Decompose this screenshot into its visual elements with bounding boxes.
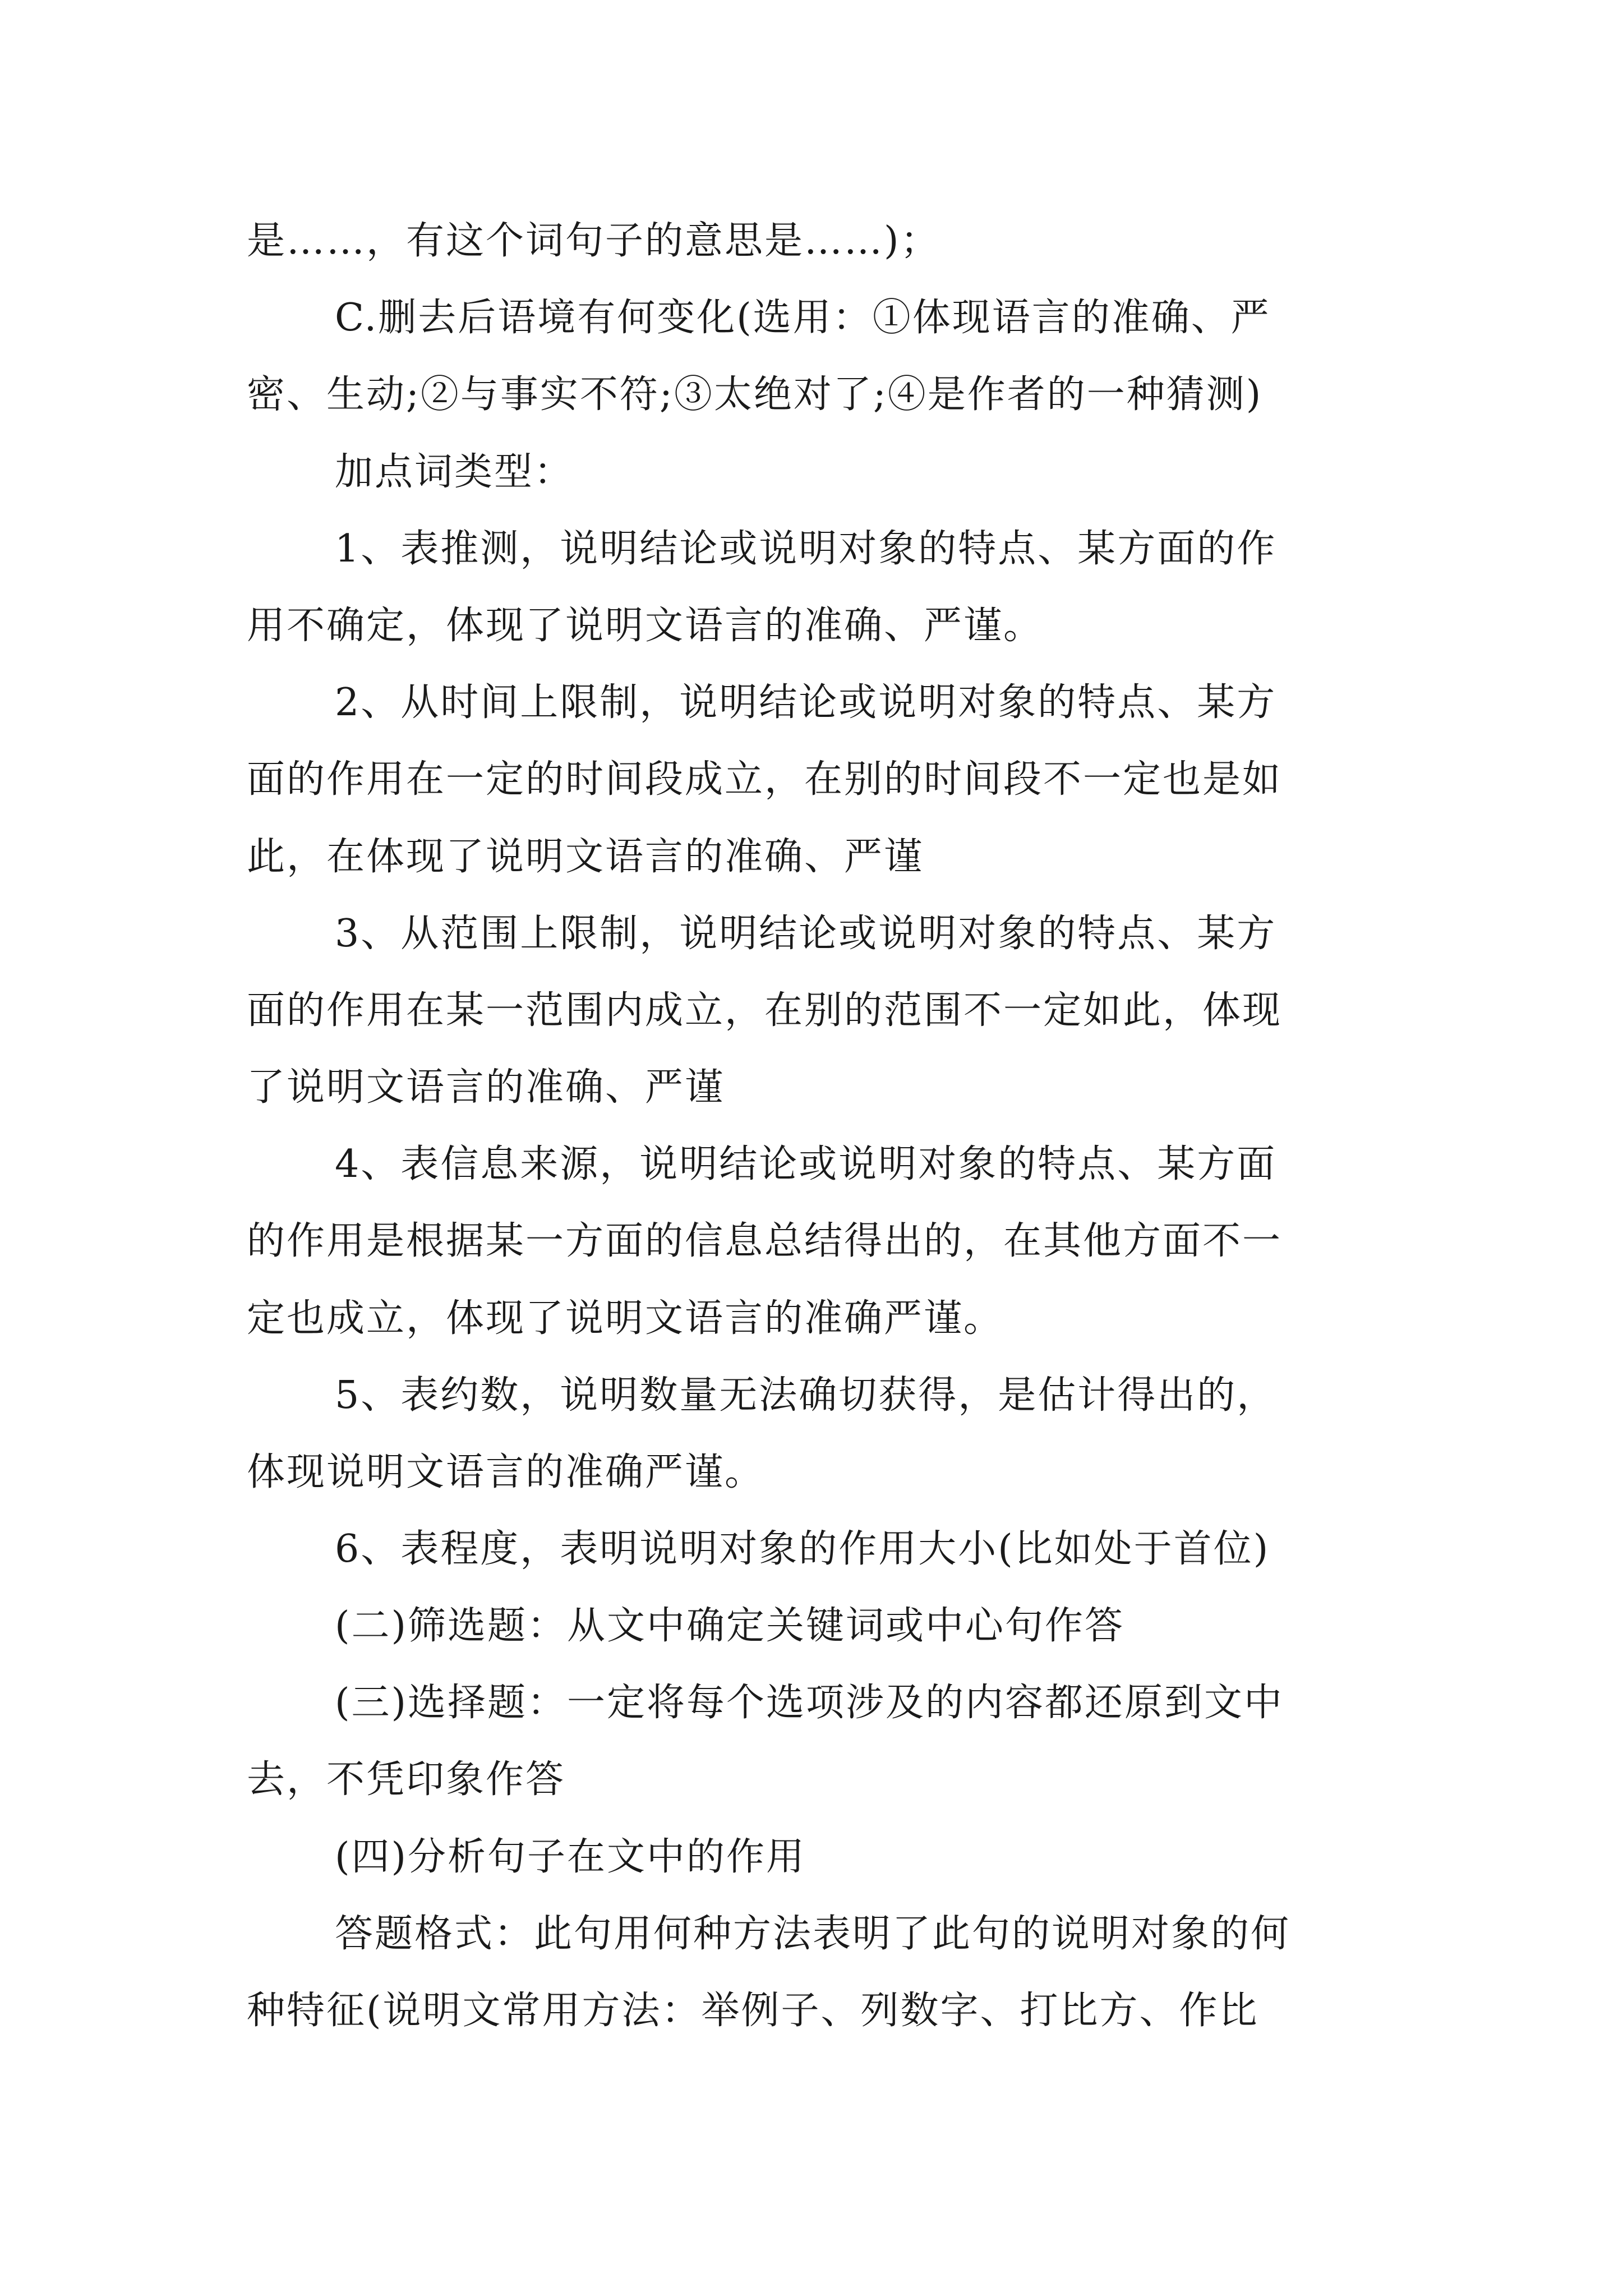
text-line: 体现说明文语言的准确严谨。 (247, 1450, 765, 1494)
text-line: 1、表推测，说明结论或说明对象的特点、某方面的作 (335, 527, 1277, 571)
text-line: 2、从时间上限制，说明结论或说明对象的特点、某方 (335, 680, 1277, 725)
text-line: 用不确定，体现了说明文语言的准确、严谨。 (247, 604, 1044, 648)
text-line: 去，不凭印象作答 (247, 1757, 566, 1802)
text-line: 密、生动;②与事实不符;③太绝对了;④是作者的一种猜测) (247, 372, 1263, 417)
text-line: 加点词类型： (335, 450, 574, 494)
text-line: C.删去后语境有何变化(选用：①体现语言的准确、严 (335, 296, 1271, 340)
text-line: 定也成立，体现了说明文语言的准确严谨。 (247, 1296, 1004, 1341)
text-line: 了说明文语言的准确、严谨 (247, 1065, 725, 1110)
text-line: 种特征(说明文常用方法：举例子、列数字、打比方、作比 (247, 1989, 1259, 2033)
text-line: 6、表程度，表明说明对象的作用大小(比如处于首位) (335, 1527, 1270, 1571)
text-line: (三)选择题：一定将每个选项涉及的内容都还原到文中 (335, 1681, 1284, 1725)
text-line: (四)分析句子在文中的作用 (335, 1835, 806, 1879)
text-line: 此，在体现了说明文语言的准确、严谨 (247, 835, 924, 879)
text-line: 的作用是根据某一方面的信息总结得出的，在其他方面不一 (247, 1219, 1283, 1263)
text-line: 3、从范围上限制，说明结论或说明对象的特点、某方 (335, 912, 1277, 956)
text-line: 答题格式：此句用何种方法表明了此句的说明对象的何 (335, 1912, 1291, 1956)
text-line: 5、表约数，说明数量无法确切获得，是估计得出的， (335, 1373, 1277, 1418)
text-line: 面的作用在一定的时间段成立，在别的时间段不一定也是如 (247, 757, 1283, 802)
text-line: (二)筛选题：从文中确定关键词或中心句作答 (335, 1604, 1125, 1648)
text-line: 是……，有这个词句子的意思是……)； (247, 219, 940, 263)
text-line: 4、表信息来源，说明结论或说明对象的特点、某方面 (335, 1142, 1277, 1186)
text-line: 面的作用在某一范围内成立，在别的范围不一定如此，体现 (247, 988, 1283, 1033)
